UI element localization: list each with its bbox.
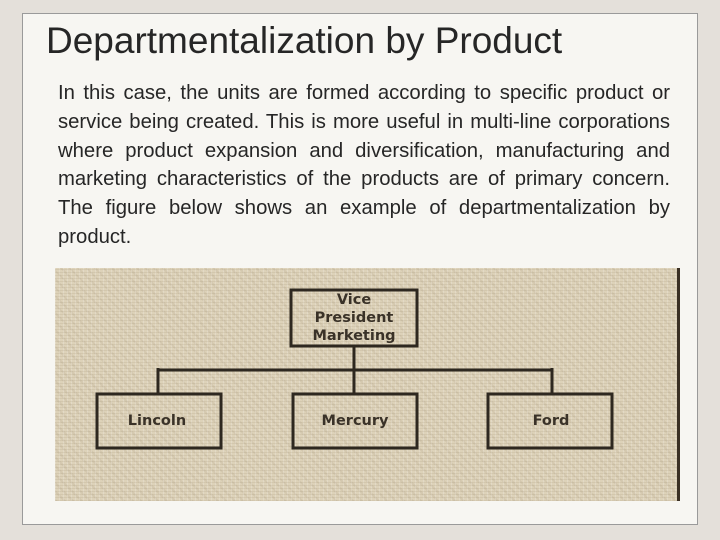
org-node-mercury-label: Mercury — [321, 413, 389, 429]
slide-body-text: In this case, the units are formed according to specific product or service being created. This is more useful in multi-line corporations where product expansion and diversification, manufacturing and marketing characteristics of the products are of primary concern. The figure below shows an example of departmentalization by product. — [58, 82, 670, 248]
org-node-root-line-2: President — [314, 310, 394, 326]
org-node-root — [291, 290, 417, 346]
org-node-ford — [488, 394, 612, 448]
org-node-ford-label: Ford — [532, 413, 570, 429]
slide-title: Departmentalization by Product — [46, 20, 563, 61]
org-node-lincoln — [97, 394, 221, 448]
org-chart — [55, 268, 677, 501]
org-node-root-line-1: Vice — [336, 292, 372, 308]
org-connectors — [158, 346, 552, 394]
org-node-mercury — [293, 394, 417, 448]
org-node-root-line-3: Marketing — [312, 328, 396, 344]
org-chart-figure — [55, 268, 680, 501]
org-node-lincoln-label: Lincoln — [127, 413, 187, 429]
